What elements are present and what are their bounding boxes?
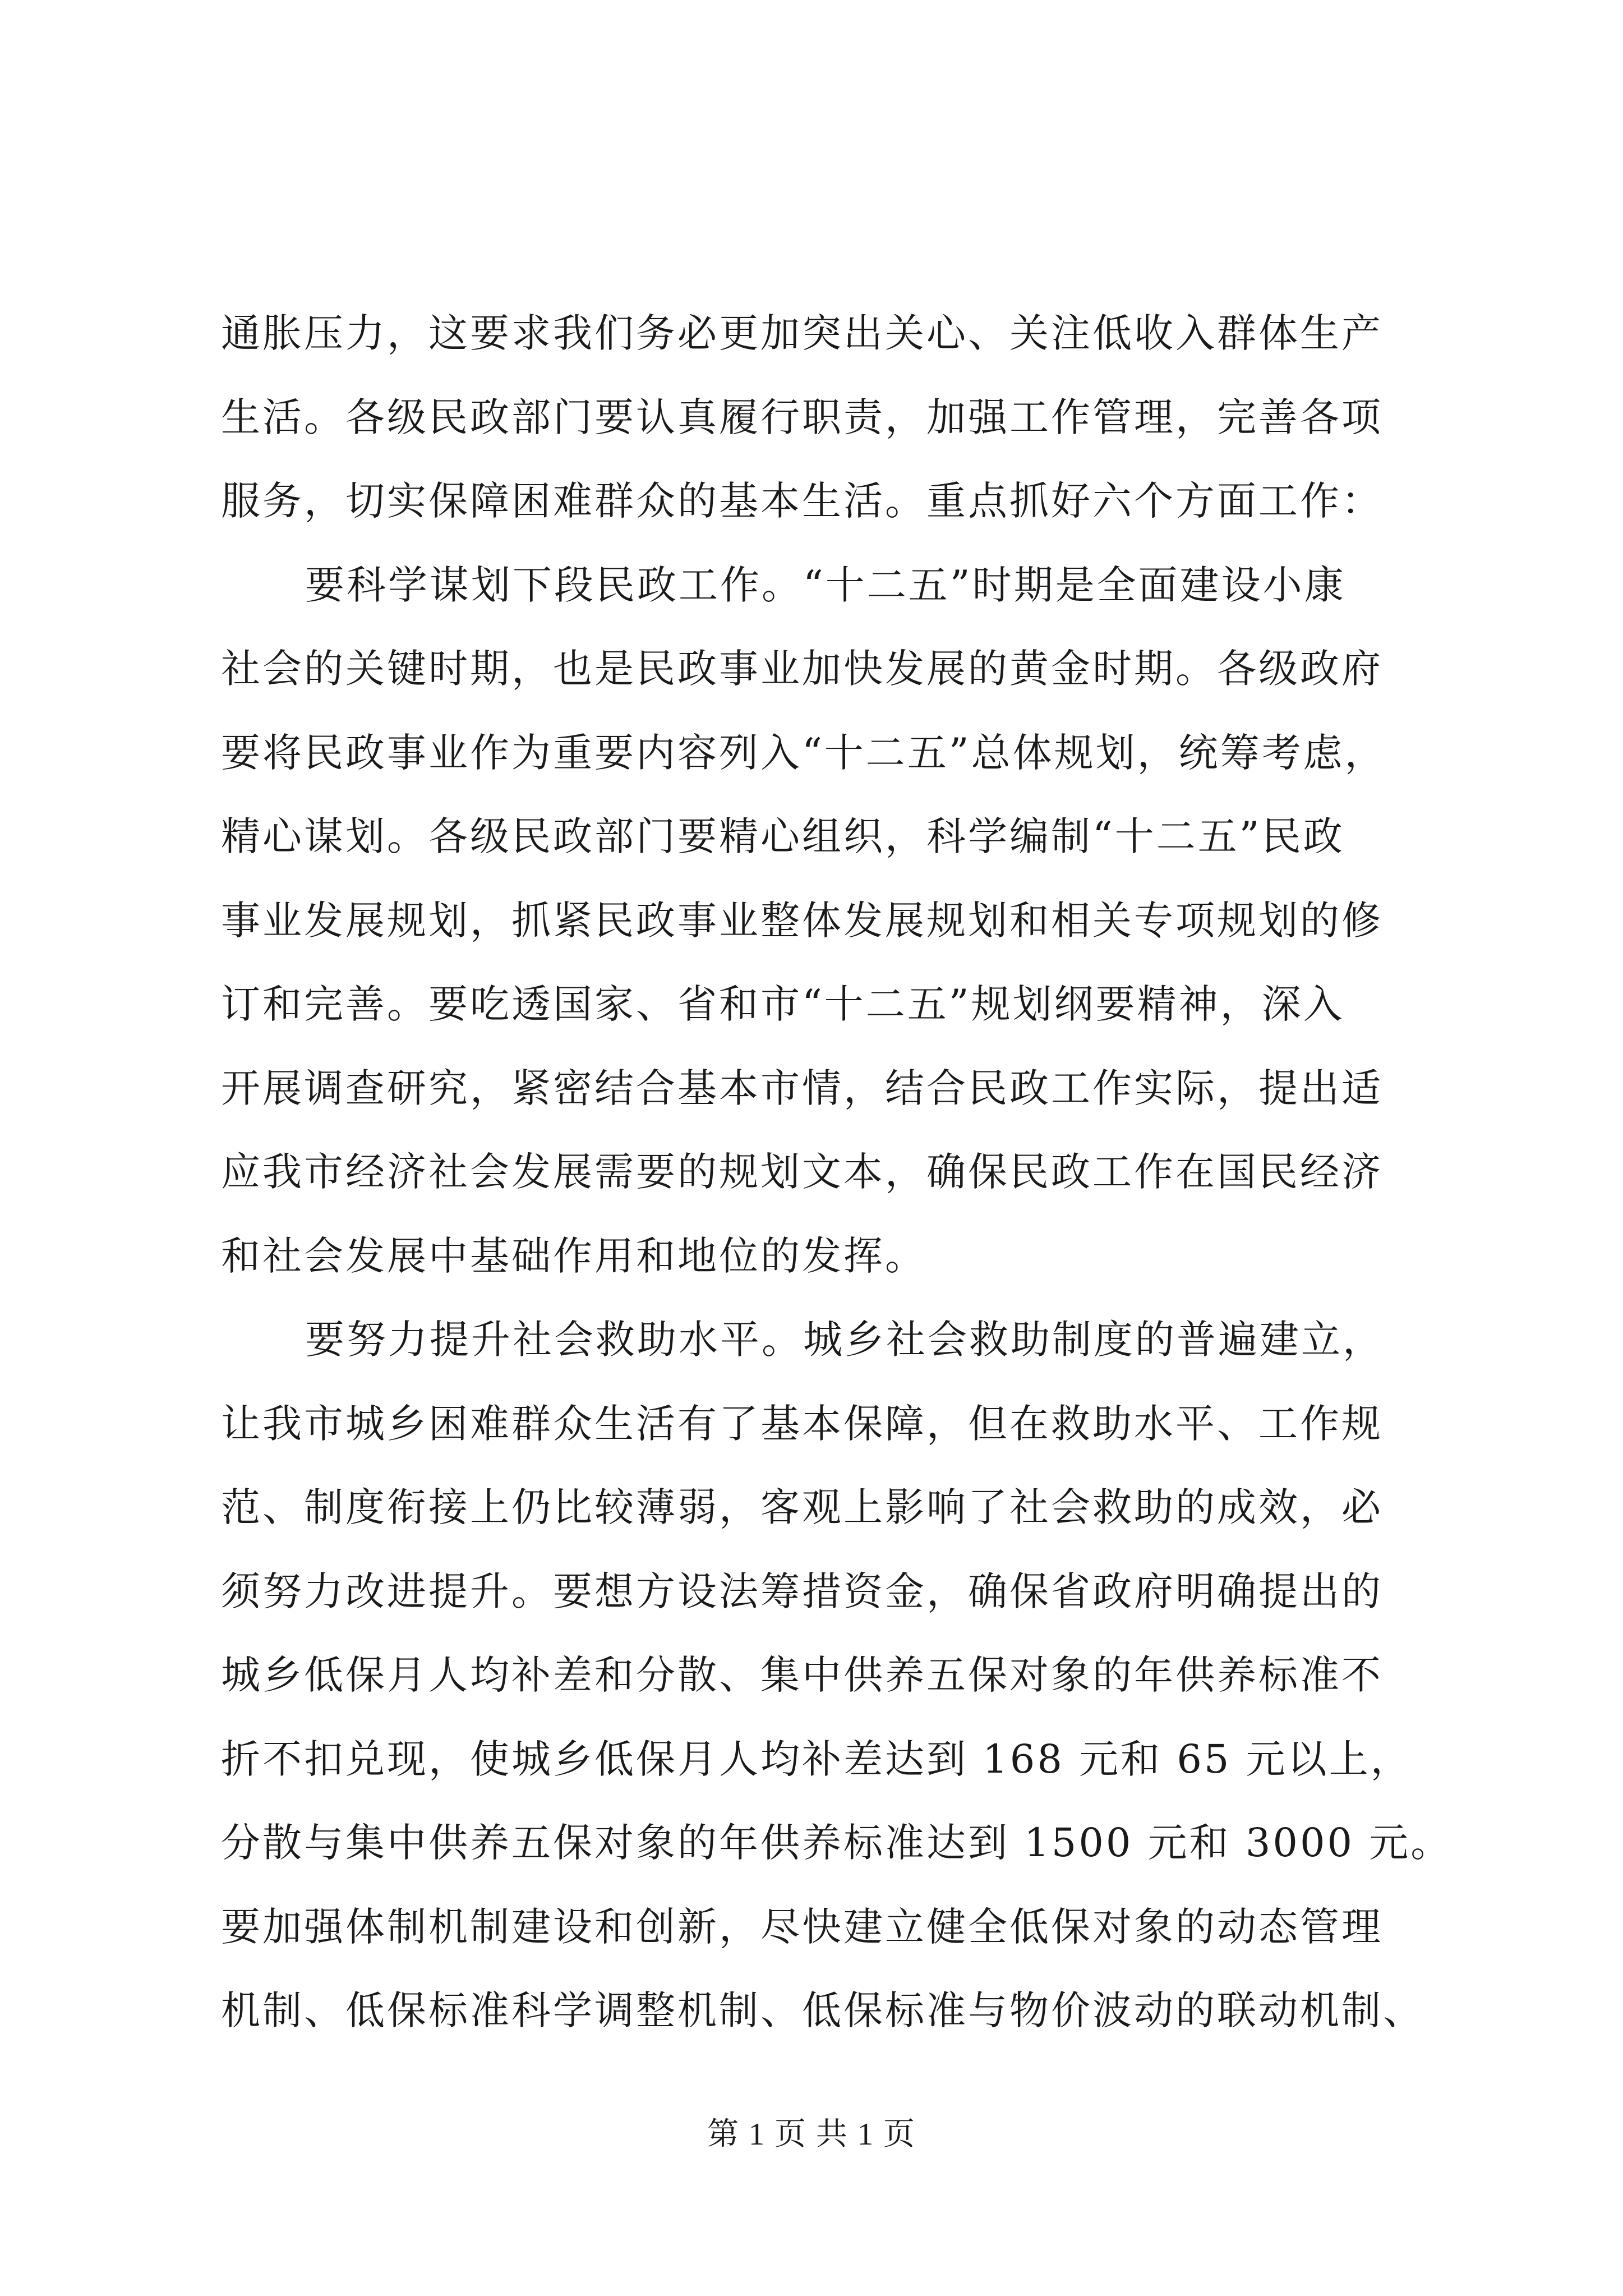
text-line: 范、制度衔接上仍比较薄弱，客观上影响了社会救助的成效，必 (221, 1484, 1383, 1530)
text-line: 折不扣兑现，使城乡低保月人均补差达到 168 元和 65 元以上， (221, 1736, 1412, 1782)
text-line: 城乡低保月人均补差和分散、集中供养五保对象的年供养标准不 (221, 1652, 1383, 1698)
text-line: 须努力改进提升。要想方设法筹措资金，确保省政府明确提出的 (221, 1568, 1383, 1614)
text-line: 开展调查研究，紧密结合基本市情，结合民政工作实际，提出适 (221, 1065, 1383, 1111)
text-line: 分散与集中供养五保对象的年供养标准达到 1500 元和 3000 元。 (221, 1820, 1453, 1866)
text-line: 订和完善。要吃透国家、省和市“十二五”规划纲要精神，深入 (221, 981, 1345, 1027)
text-line: 精心谋划。各级民政部门要精心组织，科学编制“十二五”民政 (221, 813, 1345, 859)
text-line: 事业发展规划，抓紧民政事业整体发展规划和相关专项规划的修 (221, 897, 1383, 944)
text-line: 让我市城乡困难群众生活有了基本保障，但在救助水平、工作规 (221, 1400, 1383, 1447)
text-line: 通胀压力，这要求我们务必更加突出关心、关注低收入群体生产 (221, 310, 1383, 356)
paragraph-start-line: 要努力提升社会救助水平。城乡社会救助制度的普遍建立， (305, 1317, 1384, 1363)
text-line: 要将民政事业作为重要内容列入“十二五”总体规划，统筹考虑， (221, 729, 1386, 776)
text-line: 服务，切实保障困难群众的基本生活。重点抓好六个方面工作： (221, 478, 1383, 524)
paragraph-start-line: 要科学谋划下段民政工作。“十二五”时期是全面建设小康 (305, 562, 1346, 608)
text-line: 要加强体制机制建设和创新，尽快建立健全低保对象的动态管理 (221, 1903, 1383, 1950)
text-line: 社会的关键时期，也是民政事业加快发展的黄金时期。各级政府 (221, 646, 1383, 692)
text-line: 生活。各级民政部门要认真履行职责，加强工作管理，完善各项 (221, 394, 1383, 440)
page-number-footer: 第 1 页 共 1 页 (707, 2117, 916, 2152)
text-line: 和社会发展中基础作用和地位的发挥。 (221, 1232, 926, 1279)
document-body (221, 292, 1453, 2053)
text-line: 机制、低保标准科学调整机制、低保标准与物价波动的联动机制、 (221, 1987, 1424, 2033)
text-line: 应我市经济社会发展需要的规划文本，确保民政工作在国民经济 (221, 1149, 1383, 1195)
